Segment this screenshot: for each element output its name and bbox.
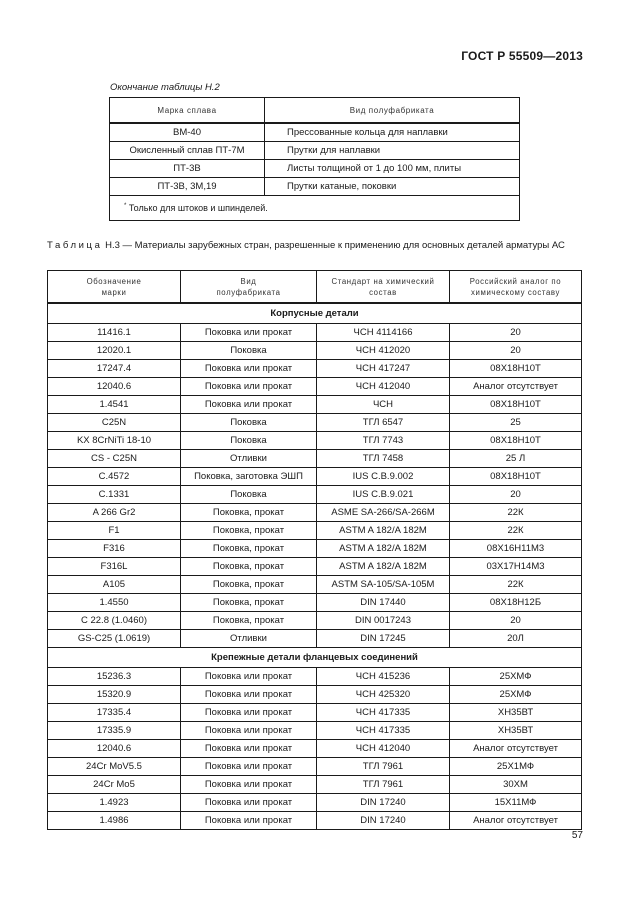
- product-type-cell: Поковка, прокат: [181, 540, 317, 558]
- table-row: [48, 360, 582, 378]
- product-type-cell: Поковка или прокат: [181, 722, 317, 740]
- grade-cell: F316L: [48, 558, 181, 576]
- product-type-cell: Поковка, прокат: [181, 558, 317, 576]
- russian-analog-cell: 08Х16Н11М3: [450, 540, 582, 558]
- russian-analog-cell: 25ХМФ: [450, 668, 582, 686]
- grade-cell: GS-C25 (1.0619): [48, 630, 181, 648]
- product-type-cell: Поковка: [181, 342, 317, 360]
- table-caption-word: Таблица: [47, 240, 103, 251]
- standard-cell: ТГЛ 6547: [317, 414, 450, 432]
- russian-analog-cell: 20: [450, 612, 582, 630]
- standard-cell: DIN 17240: [317, 812, 450, 830]
- product-type-cell: Поковка или прокат: [181, 740, 317, 758]
- russian-analog-cell: 30ХМ: [450, 776, 582, 794]
- grade-cell: 1.4541: [48, 396, 181, 414]
- standard-cell: ЧСН 425320: [317, 686, 450, 704]
- grade-cell: C.1331: [48, 486, 181, 504]
- russian-analog-cell: 08Х18Н10Т: [450, 432, 582, 450]
- grade-cell: 1.4923: [48, 794, 181, 812]
- table-row: [48, 396, 582, 414]
- product-type-cell: Поковка или прокат: [181, 704, 317, 722]
- product-type-cell: Поковка или прокат: [181, 812, 317, 830]
- product-type-cell: Поковка, прокат: [181, 612, 317, 630]
- standard-cell: ЧСН 417335: [317, 722, 450, 740]
- standard-cell: ЧСН 417335: [317, 704, 450, 722]
- table-row: [48, 324, 582, 342]
- table-row: [110, 178, 520, 196]
- standard-cell: ТГЛ 7743: [317, 432, 450, 450]
- product-type-cell: Поковка или прокат: [181, 758, 317, 776]
- product-type-cell: Прутки катаные, поковки: [265, 178, 520, 196]
- russian-analog-cell: 08Х18Н10Т: [450, 468, 582, 486]
- table-row: [48, 740, 582, 758]
- foreign-materials-table: [47, 270, 582, 830]
- table-row: [48, 522, 582, 540]
- footnote-mark: *: [124, 203, 127, 209]
- table-row: [48, 432, 582, 450]
- product-type-cell: Поковка, прокат: [181, 504, 317, 522]
- column-header: Вид полуфабриката: [265, 98, 520, 124]
- standard-cell: DIN 17440: [317, 594, 450, 612]
- standard-cell: DIN 17245: [317, 630, 450, 648]
- table-row: [48, 812, 582, 830]
- grade-cell: 17247.4: [48, 360, 181, 378]
- product-type-cell: Отливки: [181, 630, 317, 648]
- document-id: ГОСТ Р 55509—2013: [461, 49, 583, 63]
- table-row: [48, 468, 582, 486]
- alloy-table: [109, 97, 520, 221]
- grade-cell: KX 8CrNiTi 18-10: [48, 432, 181, 450]
- product-type-cell: Прутки для наплавки: [265, 142, 520, 160]
- standard-cell: ТГЛ 7961: [317, 758, 450, 776]
- column-header-russian-analog: [450, 271, 582, 304]
- section-header-row: [48, 648, 582, 668]
- russian-analog-cell: 25 Л: [450, 450, 582, 468]
- russian-analog-cell: 03Х17Н14М3: [450, 558, 582, 576]
- header-line: марки: [101, 287, 127, 297]
- product-type-cell: Поковка или прокат: [181, 378, 317, 396]
- standard-cell: IUS C.B.9.021: [317, 486, 450, 504]
- grade-cell: F1: [48, 522, 181, 540]
- grade-cell: 12020.1: [48, 342, 181, 360]
- grade-cell: 15320.9: [48, 686, 181, 704]
- column-header: Марка сплава: [110, 98, 265, 124]
- russian-analog-cell: Аналог отсутствует: [450, 812, 582, 830]
- standard-cell: ASTM A 182/A 182M: [317, 540, 450, 558]
- russian-analog-cell: 08Х18Н10Т: [450, 360, 582, 378]
- header-line: состав: [369, 287, 397, 297]
- grade-cell: A105: [48, 576, 181, 594]
- table-row: [48, 576, 582, 594]
- alloy-grade-cell: Окисленный сплав ПТ-7М: [110, 142, 265, 160]
- product-type-cell: Поковка, прокат: [181, 576, 317, 594]
- product-type-cell: Поковка или прокат: [181, 776, 317, 794]
- table-row: [48, 668, 582, 686]
- header-line: Обозначение: [86, 276, 142, 286]
- footnote-text: Только для штоков и шпинделей.: [128, 203, 268, 213]
- table-row: [48, 450, 582, 468]
- foreign-materials-table-body: [48, 303, 582, 830]
- product-type-cell: Поковка: [181, 432, 317, 450]
- alloy-grade-cell: ВМ-40: [110, 123, 265, 142]
- table-row: [48, 686, 582, 704]
- russian-analog-cell: 20: [450, 324, 582, 342]
- table-row: [48, 594, 582, 612]
- column-header-product: [181, 271, 317, 304]
- section-header-row: [48, 303, 582, 324]
- product-type-cell: Поковка, заготовка ЭШП: [181, 468, 317, 486]
- table-note: [110, 196, 520, 221]
- product-type-cell: Поковка, прокат: [181, 594, 317, 612]
- russian-analog-cell: Аналог отсутствует: [450, 378, 582, 396]
- grade-cell: 17335.4: [48, 704, 181, 722]
- russian-analog-cell: 25Х1МФ: [450, 758, 582, 776]
- alloy-grade-cell: ПТ-3В: [110, 160, 265, 178]
- russian-analog-cell: ХН35ВТ: [450, 722, 582, 740]
- grade-cell: C 22.8 (1.0460): [48, 612, 181, 630]
- table-row: [110, 160, 520, 178]
- table-header-row: [110, 98, 520, 124]
- grade-cell: 1.4550: [48, 594, 181, 612]
- russian-analog-cell: 20Л: [450, 630, 582, 648]
- grade-cell: F316: [48, 540, 181, 558]
- table-row: [48, 540, 582, 558]
- header-line: Вид: [240, 276, 257, 286]
- grade-cell: A 266 Gr2: [48, 504, 181, 522]
- standard-cell: ЧСН 4114166: [317, 324, 450, 342]
- standard-cell: DIN 17240: [317, 794, 450, 812]
- table-row: [48, 794, 582, 812]
- table2-continuation-caption: Окончание таблицы Н.2: [110, 82, 220, 93]
- header-line: Стандарт на химический: [331, 276, 435, 286]
- standard-cell: ЧСН 412020: [317, 342, 450, 360]
- standard-cell: ЧСН 412040: [317, 378, 450, 396]
- grade-cell: 15236.3: [48, 668, 181, 686]
- grade-cell: C25N: [48, 414, 181, 432]
- header-line: химическому составу: [471, 287, 560, 297]
- russian-analog-cell: ХН35ВТ: [450, 704, 582, 722]
- section-title: Корпусные детали: [48, 303, 582, 324]
- alloy-grade-cell: ПТ-3В, 3М,19: [110, 178, 265, 196]
- russian-analog-cell: 20: [450, 342, 582, 360]
- table-row: [48, 414, 582, 432]
- table-row: [48, 486, 582, 504]
- standard-cell: ЧСН 417247: [317, 360, 450, 378]
- table-row: [48, 704, 582, 722]
- russian-analog-cell: 08Х18Н10Т: [450, 396, 582, 414]
- grade-cell: 17335.9: [48, 722, 181, 740]
- table-row: [48, 612, 582, 630]
- table-row: [48, 758, 582, 776]
- product-type-cell: Поковка или прокат: [181, 668, 317, 686]
- grade-cell: 12040.6: [48, 740, 181, 758]
- table-caption-text: Н.3 — Материалы зарубежных стран, разрешенные к применению для основных деталей арматуры АС: [105, 240, 565, 251]
- product-type-cell: Поковка или прокат: [181, 686, 317, 704]
- table-row: [110, 123, 520, 142]
- table-row: [48, 504, 582, 522]
- russian-analog-cell: 25ХМФ: [450, 686, 582, 704]
- russian-analog-cell: 08Х18Н12Б: [450, 594, 582, 612]
- table-row: [110, 142, 520, 160]
- table-row: [48, 342, 582, 360]
- standard-cell: ЧСН 412040: [317, 740, 450, 758]
- standard-cell: ASTM A 182/A 182M: [317, 522, 450, 540]
- russian-analog-cell: 22К: [450, 576, 582, 594]
- product-type-cell: Поковка: [181, 486, 317, 504]
- product-type-cell: Поковка или прокат: [181, 360, 317, 378]
- russian-analog-cell: 25: [450, 414, 582, 432]
- product-type-cell: Поковка, прокат: [181, 522, 317, 540]
- grade-cell: C.4572: [48, 468, 181, 486]
- grade-cell: 24Cr Mo5: [48, 776, 181, 794]
- product-type-cell: Отливки: [181, 450, 317, 468]
- column-header-grade: [48, 271, 181, 304]
- standard-cell: ASTM SA-105/SA-105M: [317, 576, 450, 594]
- table-row: [48, 776, 582, 794]
- grade-cell: 11416.1: [48, 324, 181, 342]
- product-type-cell: Поковка или прокат: [181, 324, 317, 342]
- table-row: [48, 378, 582, 396]
- column-header-standard: [317, 271, 450, 304]
- product-type-cell: Прессованные кольца для наплавки: [265, 123, 520, 142]
- grade-cell: CS - C25N: [48, 450, 181, 468]
- table-row: [48, 630, 582, 648]
- standard-cell: ЧСН 415236: [317, 668, 450, 686]
- product-type-cell: Поковка или прокат: [181, 794, 317, 812]
- russian-analog-cell: 20: [450, 486, 582, 504]
- standard-cell: ТГЛ 7961: [317, 776, 450, 794]
- header-line: полуфабриката: [216, 287, 281, 297]
- table-row: [48, 558, 582, 576]
- product-type-cell: Листы толщиной от 1 до 100 мм, плиты: [265, 160, 520, 178]
- product-type-cell: Поковка: [181, 414, 317, 432]
- alloy-table-body: [110, 123, 520, 221]
- russian-analog-cell: 15Х11МФ: [450, 794, 582, 812]
- standard-cell: ASME SA-266/SA-266M: [317, 504, 450, 522]
- grade-cell: 1.4986: [48, 812, 181, 830]
- russian-analog-cell: Аналог отсутствует: [450, 740, 582, 758]
- standard-cell: ASTM A 182/A 182M: [317, 558, 450, 576]
- header-line: Российский аналог по: [469, 276, 562, 286]
- table-header-row: [48, 271, 582, 304]
- standard-cell: DIN 0017243: [317, 612, 450, 630]
- russian-analog-cell: 22К: [450, 504, 582, 522]
- section-title: Крепежные детали фланцевых соединений: [48, 648, 582, 668]
- standard-cell: IUS C.B.9.002: [317, 468, 450, 486]
- standard-cell: ЧСН: [317, 396, 450, 414]
- product-type-cell: Поковка или прокат: [181, 396, 317, 414]
- page-number: 57: [571, 830, 583, 841]
- table-note-row: [110, 196, 520, 221]
- grade-cell: 12040.6: [48, 378, 181, 396]
- russian-analog-cell: 22К: [450, 522, 582, 540]
- grade-cell: 24Cr MoV5.5: [48, 758, 181, 776]
- table-row: [48, 722, 582, 740]
- standard-cell: ТГЛ 7458: [317, 450, 450, 468]
- table3-caption: [47, 240, 582, 252]
